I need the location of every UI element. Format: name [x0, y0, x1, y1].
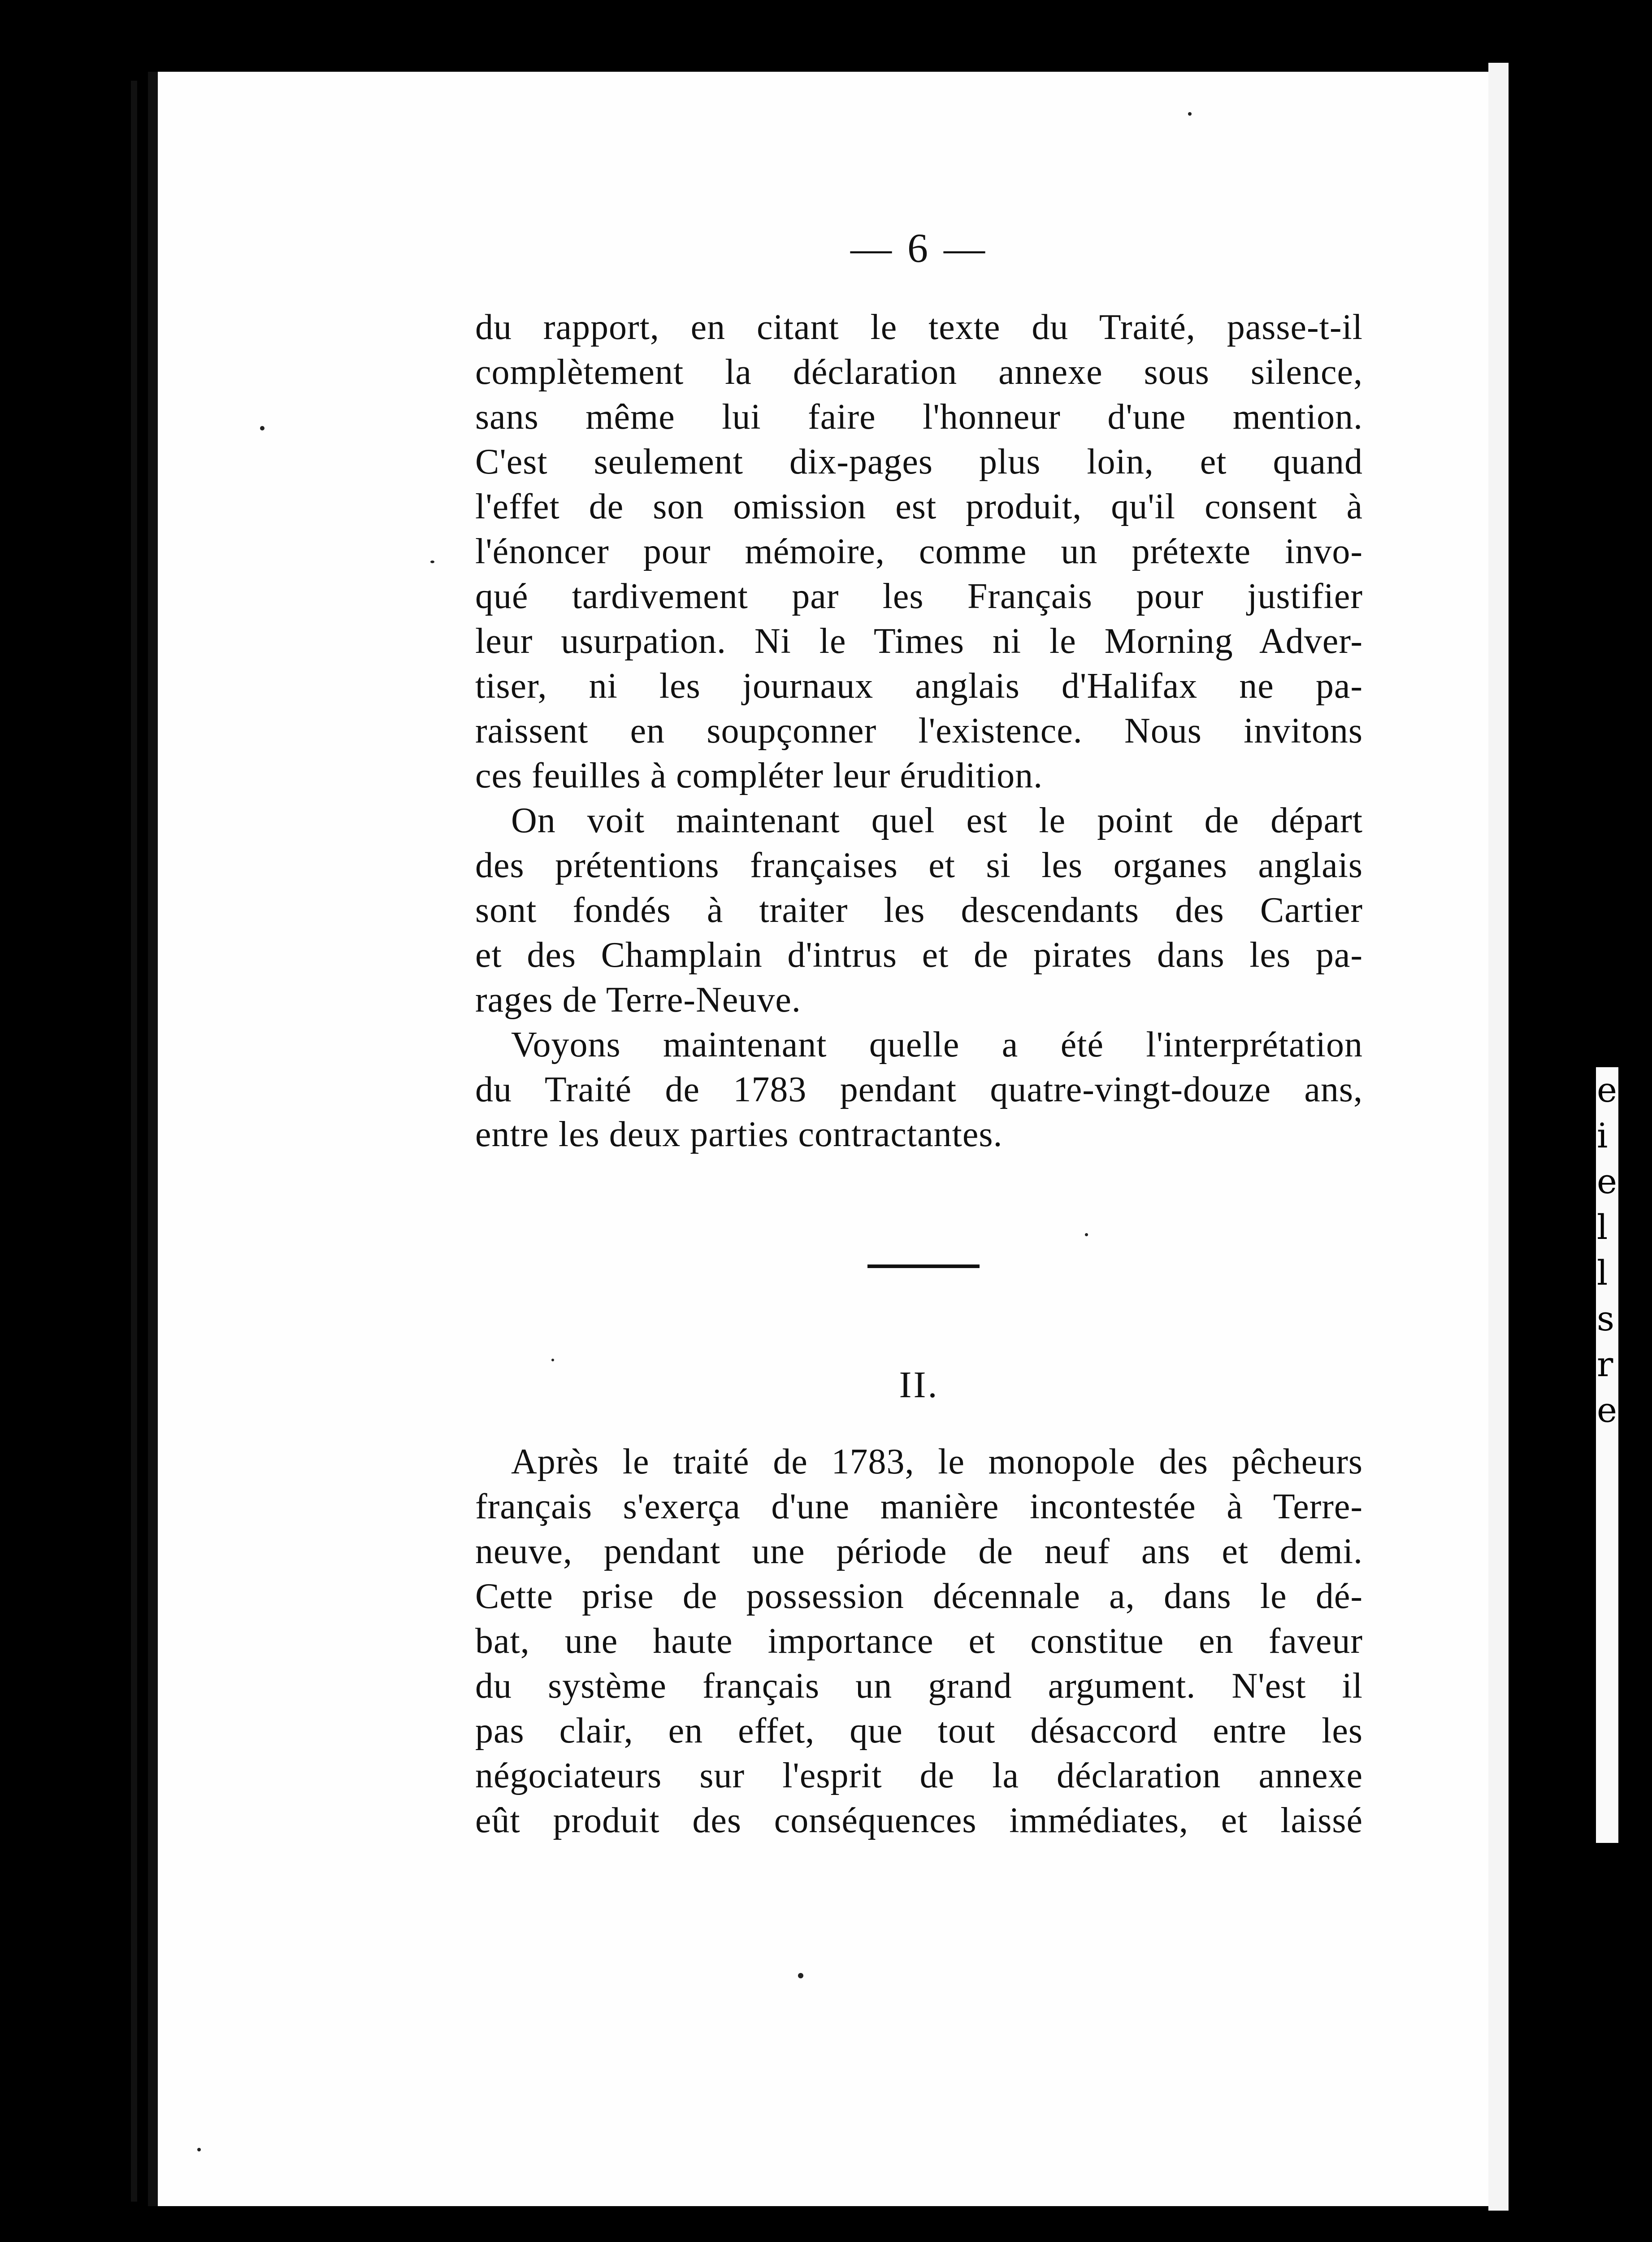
- adjacent-letter: i: [1597, 1116, 1608, 1156]
- text-line: raissent en soupçonner l'existence. Nous invitons: [475, 711, 1363, 751]
- page-gutter: [1488, 63, 1509, 2211]
- text-line: Cette prise de possession décennale a, dans le dé-: [475, 1577, 1363, 1616]
- adjacent-letter: e: [1597, 1390, 1617, 1430]
- text-line: Voyons maintenant quelle a été l'interprétation: [511, 1025, 1363, 1065]
- body-text-top: [475, 305, 1363, 1157]
- text-line: et des Champlain d'intrus et de pirates dans les pa-: [475, 935, 1363, 975]
- scan-speck: [798, 1973, 803, 1978]
- section-separator-rule: [867, 1264, 980, 1268]
- adjacent-letter: l: [1597, 1253, 1608, 1293]
- adjacent-letter: r: [1597, 1344, 1613, 1384]
- text-line: sont fondés à traiter les descendants des Cartier: [475, 891, 1363, 930]
- body-text-bottom: [475, 1439, 1363, 1843]
- page-number: — 6 —: [850, 225, 988, 271]
- text-line: bat, une haute importance et constitue en faveur: [475, 1621, 1363, 1661]
- text-line: On voit maintenant quel est le point de départ: [511, 801, 1363, 840]
- text-line: ces feuilles à compléter leur érudition.: [475, 756, 1043, 795]
- scan-speck: [197, 2148, 201, 2151]
- text-line: français s'exerça d'une manière incontestée à Terre-: [475, 1487, 1363, 1526]
- adjacent-letter: e: [1597, 1161, 1617, 1201]
- section-heading: II.: [899, 1364, 939, 1406]
- adjacent-letter: e: [1597, 1070, 1617, 1110]
- left-page-edge: [131, 81, 137, 2202]
- text-line: sans même lui faire l'honneur d'une mention.: [475, 397, 1363, 437]
- scan-speck: [260, 426, 264, 430]
- text-line: leur usurpation. Ni le Times ni le Morning Adver-: [475, 621, 1363, 661]
- text-line: tiser, ni les journaux anglais d'Halifax ne pa-: [475, 666, 1363, 706]
- scan-speck: [1188, 112, 1192, 116]
- text-line: des prétentions françaises et si les organes anglais: [475, 846, 1363, 885]
- text-line: eût produit des conséquences immédiates, et laissé: [475, 1801, 1363, 1840]
- text-line: du système français un grand argument. N'est il: [475, 1666, 1363, 1706]
- text-line: du Traité de 1783 pendant quatre-vingt-douze ans,: [475, 1070, 1363, 1109]
- text-line: C'est seulement dix-pages plus loin, et quand: [475, 442, 1363, 482]
- scan-speck: [430, 560, 434, 563]
- text-line: l'énoncer pour mémoire, comme un prétexte invo-: [475, 532, 1363, 571]
- scan-speck: [551, 1359, 554, 1361]
- text-line: négociateurs sur l'esprit de la déclaration annexe: [475, 1756, 1363, 1795]
- text-line: du rapport, en citant le texte du Traité, passe-t-il: [475, 308, 1363, 347]
- text-line: complètement la déclaration annexe sous silence,: [475, 352, 1363, 392]
- text-line: entre les deux parties contractantes.: [475, 1115, 1003, 1154]
- scan-speck: [1085, 1233, 1088, 1236]
- adjacent-letter: s: [1597, 1299, 1615, 1338]
- text-line: pas clair, en effet, que tout désaccord entre les: [475, 1711, 1363, 1751]
- text-line: l'effet de son omission est produit, qu'il consent à: [475, 487, 1363, 526]
- adjacent-page-fragment: [1596, 1067, 1618, 1843]
- text-line: qué tardivement par les Français pour justifier: [475, 577, 1363, 616]
- text-line: Après le traité de 1783, le monopole des pêcheurs: [511, 1442, 1363, 1482]
- text-line: neuve, pendant une période de neuf ans et demi.: [475, 1532, 1363, 1571]
- text-line: rages de Terre-Neuve.: [475, 980, 801, 1020]
- adjacent-letter: l: [1597, 1207, 1608, 1247]
